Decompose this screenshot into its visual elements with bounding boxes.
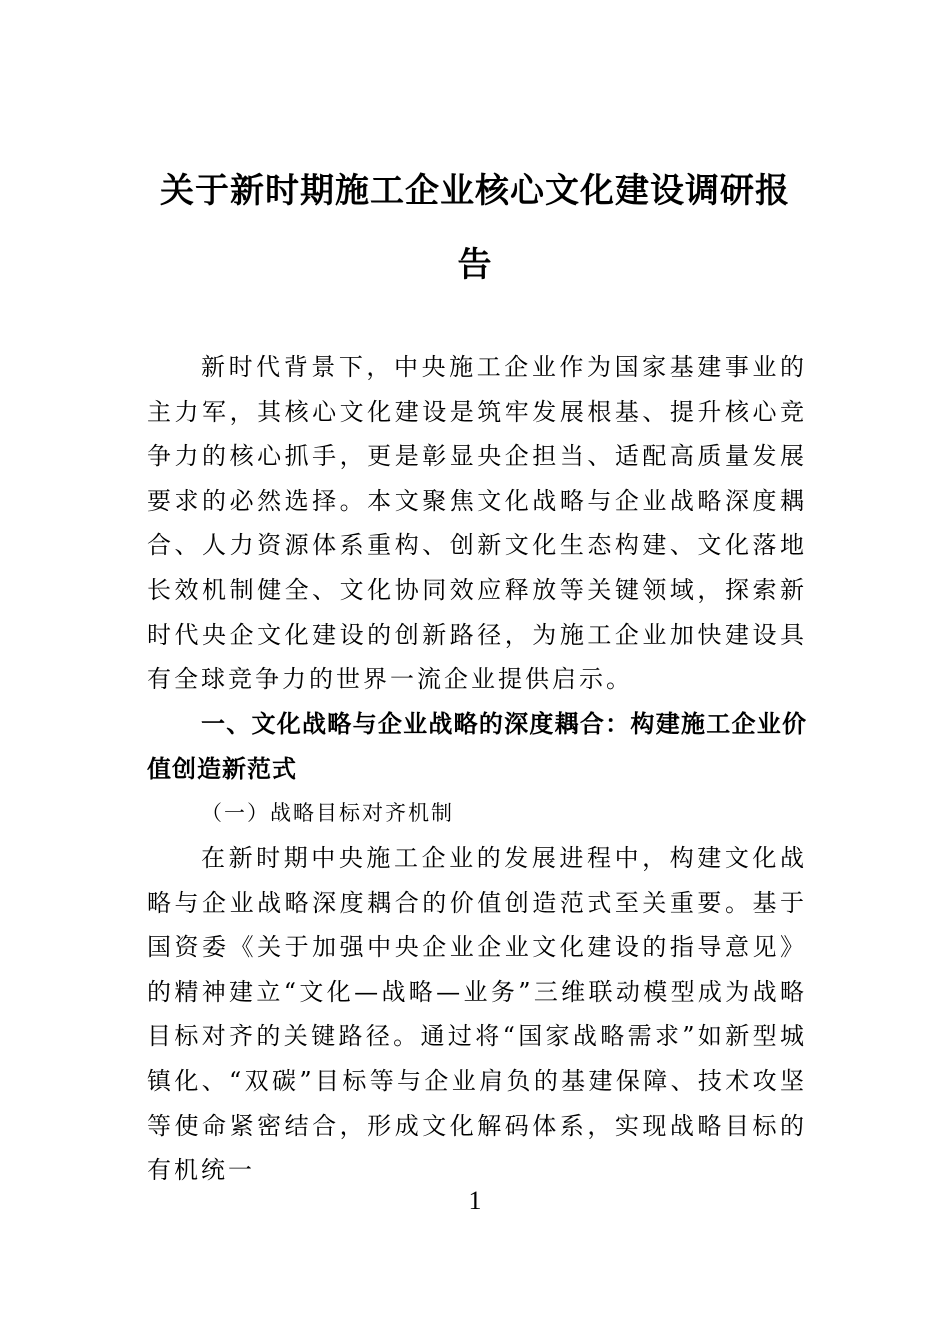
- page-number: 1: [468, 1186, 482, 1215]
- intro-paragraph: 新时代背景下，中央施工企业作为国家基建事业的主力军，其核心文化建设是筑牢发展根基、提升核心竞争力的核心抓手，更是彰显央企担当、适配高质量发展要求的必然选择。本文聚焦文化战略与企业战略深度耦合、人力资源体系重构、创新文化生态构建、文化落地长效机制健全、文化协同效应释放等关键领域，探索新时代央企文化建设的创新路径，为施工企业加快建设具有全球竞争力的世界一流企业提供启示。: [147, 353, 807, 694]
- document-title-continuation: 告: [457, 245, 493, 285]
- subsection-heading: （一）战略目标对齐机制: [201, 801, 454, 825]
- section-heading: 一、文化战略与企业战略的深度耦合：构建施工企业价值创造新范式: [147, 710, 807, 783]
- section-paragraph: 在新时期中央施工企业的发展进程中，构建文化战略与企业战略深度耦合的价值创造范式至关重要。基于国资委《关于加强中央企业企业文化建设的指导意见》的精神建立“文化—战略—业务”三维联动模型成为战略目标对齐的关键路径。通过将“国家战略需求”如新型城镇化、“双碳”目标等与企业肩负的基建保障、技术攻坚等使命紧密结合，形成文化解码体系，实现战略目标的有机统一: [147, 844, 807, 1185]
- document-title: 关于新时期施工企业核心文化建设调研报: [160, 171, 790, 211]
